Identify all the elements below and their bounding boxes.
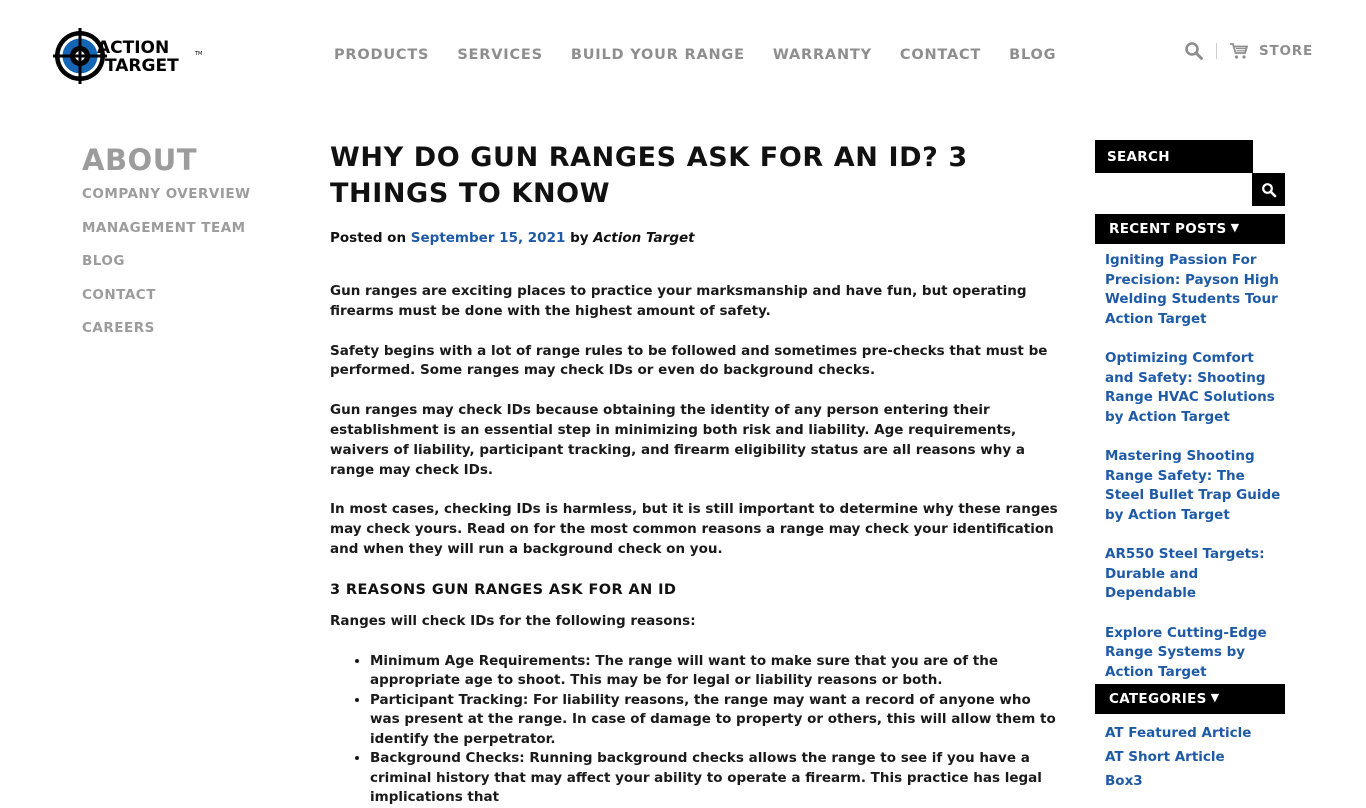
action-target-logo[interactable]: [53, 28, 208, 84]
paragraph: Gun ranges may check IDs because obtaining the identity of any person entering their establishment is an essential step in minimizing both risk and liability. Age requirements, waivers of liability, participant tracking, and firearm eligibility status are all reasons why a range may check IDs.: [330, 402, 1025, 478]
about-link-blog[interactable]: BLOG: [82, 253, 125, 269]
recent-post-link[interactable]: Igniting Passion For Precision: Payson High Welding Students Tour Action Target: [1105, 252, 1279, 327]
recent-post-link[interactable]: AR550 Steel Targets: Durable and Dependable: [1105, 546, 1265, 602]
cart-icon[interactable]: [1229, 42, 1249, 60]
post-meta: [330, 230, 1065, 246]
search-icon[interactable]: [1184, 41, 1204, 61]
by-label: by: [570, 230, 589, 246]
nav-warranty[interactable]: WARRANTY: [772, 47, 872, 63]
search-widget: [1095, 173, 1285, 214]
store-link[interactable]: STORE: [1258, 43, 1313, 59]
caret-down-icon: ▼: [1210, 691, 1220, 705]
paragraph: In most cases, checking IDs is harmless, but it is still important to determine why these ranges may check yours. Read on for the most common reasons a range may check your identification and when they will run a background check on you.: [330, 501, 1058, 557]
about-link-company-overview[interactable]: COMPANY OVERVIEW: [82, 186, 251, 202]
nav-build-your-range[interactable]: BUILD YOUR RANGE: [570, 47, 745, 63]
search-widget-title: SEARCH: [1095, 140, 1253, 173]
logo-line2: TARGET: [105, 56, 179, 76]
post-date-link[interactable]: September 15, 2021: [410, 230, 566, 246]
recent-posts-toggle[interactable]: [1095, 214, 1285, 244]
about-link-contact[interactable]: CONTACT: [82, 286, 156, 303]
header-utility: [1184, 40, 1313, 62]
search-submit-button[interactable]: [1252, 173, 1285, 206]
posted-on-label: Posted on: [330, 230, 407, 246]
categories-toggle[interactable]: [1095, 684, 1285, 714]
logo-line1: ACTION: [97, 38, 170, 58]
paragraph: Gun ranges are exciting places to practice your marksmanship and have fun, but operating firearms must be done with the highest amount of safety.: [330, 283, 1027, 319]
nav-contact[interactable]: CONTACT: [899, 47, 982, 63]
about-link-management-team[interactable]: MANAGEMENT TEAM: [82, 219, 246, 236]
right-sidebar: [1095, 140, 1285, 793]
divider: [1216, 43, 1217, 59]
article: [330, 140, 1065, 808]
search-icon: [1261, 182, 1277, 198]
recent-post-link[interactable]: Mastering Shooting Range Safety: The Steel Bullet Trap Guide by Action Target: [1105, 448, 1281, 523]
reasons-list: [330, 652, 1065, 808]
category-link[interactable]: AT Featured Article: [1105, 725, 1252, 742]
list-item: • Minimum Age Requirements: The range will want to make sure that you are of the appropriate age to shoot. This may be for legal or liability reasons or both.: [370, 652, 1065, 691]
about-link-careers[interactable]: CAREERS: [82, 320, 155, 336]
nav-services[interactable]: SERVICES: [457, 47, 543, 63]
post-author: Action Target: [593, 230, 695, 246]
list-item: • Background Checks: Running background checks allows the range to see if you have a criminal history that may affect your ability to operate a firearm. This practice has legal implications that: [370, 749, 1065, 808]
category-link[interactable]: Box3: [1105, 773, 1143, 790]
categories-title: CATEGORIES: [1109, 691, 1207, 708]
recent-posts-list: [1095, 244, 1285, 682]
paragraph: Ranges will check IDs for the following reasons:: [330, 612, 696, 629]
paragraph: Safety begins with a lot of range rules to be followed and sometimes pre-checks that must be performed. Some ranges may check IDs or even do background checks.: [330, 342, 1048, 379]
recent-post-link[interactable]: Optimizing Comfort and Safety: Shooting Range HVAC Solutions by Action Target: [1105, 350, 1275, 425]
section-heading: 3 REASONS GUN RANGES ASK FOR AN ID: [330, 581, 677, 598]
article-title: WHY DO GUN RANGES ASK FOR AN ID? 3 THINGS TO KNOW: [330, 142, 968, 209]
recent-posts-title: RECENT POSTS: [1109, 221, 1227, 237]
category-link[interactable]: AT Short Article: [1105, 749, 1225, 766]
nav-products[interactable]: PRODUCTS: [334, 47, 430, 63]
main-nav: [334, 44, 1084, 66]
nav-blog[interactable]: BLOG: [1009, 47, 1057, 63]
caret-down-icon: ▼: [1230, 221, 1240, 234]
recent-post-link[interactable]: Explore Cutting-Edge Range Systems by Action Target: [1105, 624, 1267, 680]
about-title: ABOUT: [82, 143, 198, 177]
about-sidebar: [82, 142, 292, 352]
categories-list: [1095, 714, 1285, 793]
logo-tm: TM: [195, 51, 203, 57]
list-item: • Participant Tracking: For liability reasons, the range may want a record of anyone who was present at the range. In case of damage to property or others, this will allow them to identify the perpetrator.: [370, 691, 1065, 750]
